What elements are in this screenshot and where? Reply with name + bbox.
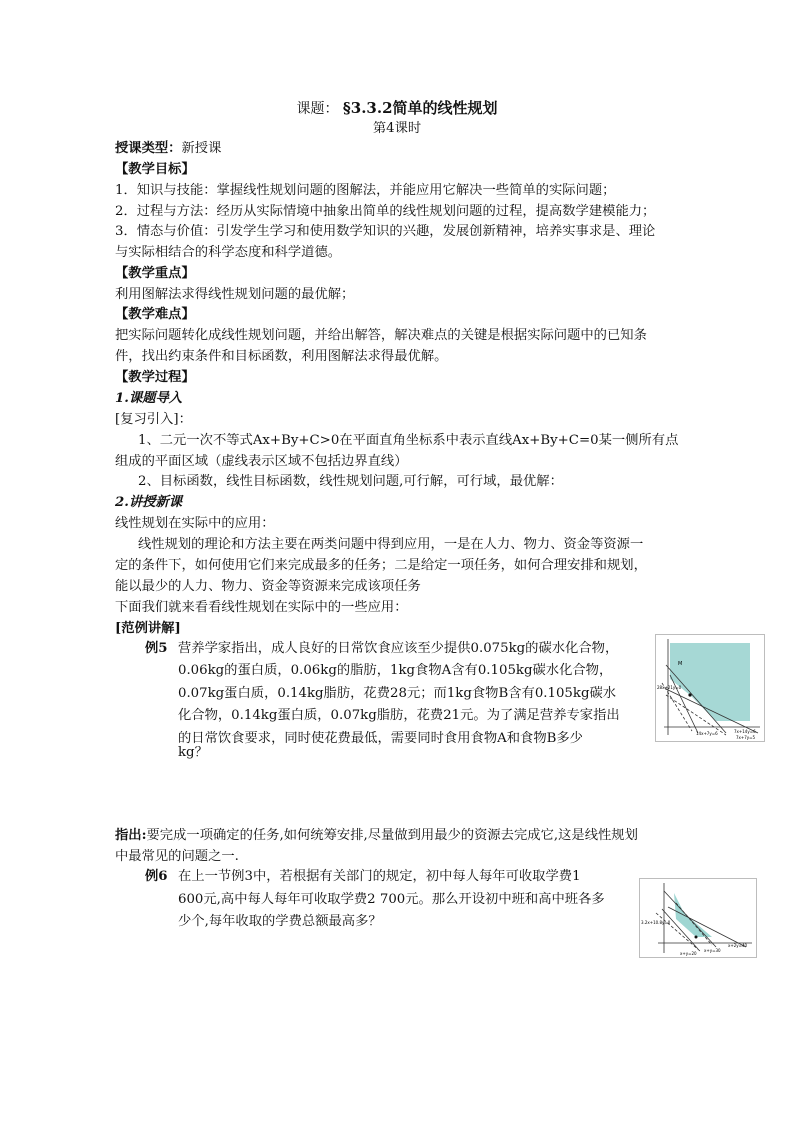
difficulty-line: 件，找出约束条件和目标函数，利用图解法求得最优解。 [115,349,448,364]
feasible-region [674,893,712,937]
note-text: 要完成一项确定的任务,如何统筹安排,尽量做到用最少的资源去完成它,这是线性规划 [146,828,638,843]
goal-item: 3．情态与价值：引发学生学习和使用数学知识的兴趣，发展创新精神，培养实事求是、理论 [115,224,656,239]
lesson-type-value: 新授课 [181,141,222,156]
title-prefix: 课题： [296,101,339,117]
paragraph-line: 线性规划的理论和方法主要在两类问题中得到应用，一是在人力、物力、资金等资源一 [138,537,644,552]
example5-label: 例5 [145,641,168,656]
figure-label: x+y=30 [704,948,721,953]
figure-label: M [678,661,683,667]
lesson-number: 第4课时 [372,121,422,136]
paragraph-line: 下面我们就来看看线性规划在实际中的一些应用： [115,600,408,615]
goal-item: 2．过程与方法：经历从实际情境中抽象出简单的线性规划问题的过程，提高数学建模能力； [115,204,656,219]
example6-line: 少个,每年收取的学费总额最高多？ [178,914,382,929]
review-label: [复习引入]： [115,412,192,427]
figure-label: 7x+7y=5 [736,735,756,740]
example6-label: 例6 [145,869,168,884]
example6-line: 600元,高中每人每年可收取学费2 700元。那么开设初中班和高中班各多 [178,892,605,907]
figure-label: 3.2x+10.8y=0 [641,920,671,925]
optimal-point [695,936,698,939]
section-new-heading: 2.讲授新课 [115,495,183,510]
figure-label: 14x+7y=6 [696,731,718,736]
example6-line: 在上一节例3中，若根据有关部门的规定，初中每人每年可收取学费1 [178,869,581,884]
example5-line: 0.06kg的蛋白质，0.06kg的脂肪，1kg食物A含有0.105kg碳水化合物， [178,663,613,678]
constraint-line [668,907,746,947]
example5-figure [655,634,765,742]
figure-label: x+y=20 [680,951,697,956]
lesson-title [0,98,794,119]
application-label: 线性规划在实际中的应用： [115,516,275,531]
feasible-region-graph-6 [640,879,756,957]
process-heading: 【教学过程】 [115,370,195,385]
figure-label: 28x+21y=0 [657,685,682,690]
example5-line: 0.07kg蛋白质，0.14kg脂肪，花费28元；而1kg食物B含有0.105kg碳水 [178,686,617,701]
section-intro-heading: 1.课题导入 [115,391,183,406]
figure-label: x+2y=40 [728,943,748,948]
difficulty-heading: 【教学难点】 [115,307,195,322]
difficulty-line: 把实际问题转化成线性规划问题，并给出解答，解决难点的关键是根据实际问题中的已知条 [115,328,647,343]
paragraph-line: 定的条件下，如何使用它们来完成最多的任务；二是给定一项任务，如何合理安排和规划， [115,558,647,573]
goal-item: 与实际相结合的科学态度和科学道德。 [115,245,342,260]
feasible-region [670,643,750,721]
note-line-2: 中最常见的问题之一. [115,849,239,864]
example5-line: kg？ [178,745,208,760]
optimal-point [688,693,691,696]
key-points-text: 利用图解法求得线性规划问题的最优解； [115,287,355,302]
feasible-region-graph-5 [656,635,764,741]
key-points-heading: 【教学重点】 [115,266,195,281]
note-label: 指出: [115,828,147,843]
example6-figure [639,878,757,958]
examples-heading: [范例讲解] [115,621,181,636]
goal-item: 1．知识与技能：掌握线性规划问题的图解法，并能应用它解决一些简单的实际问题； [115,183,616,198]
title-main: §3.3.2简单的线性规划 [342,99,498,117]
review-item-1-cont: 组成的平面区域（虚线表示区域不包括边界直线） [115,454,408,469]
lesson-type-label: 授课类型： [115,141,182,156]
example5-line: 化合物，0.14kg蛋白质，0.07kg脂肪，花费21元。为了满足营养专家指出 [178,708,620,723]
goals-heading: 【教学目标】 [115,162,195,177]
note-line [115,826,638,846]
review-item-2: 2、目标函数，线性目标函数，线性规划问题,可行解，可行域，最优解： [138,474,563,489]
lesson-type [115,139,221,159]
review-item-1: 1、二元一次不等式Ax+By+C>0在平面直角坐标系中表示直线Ax+By+C=0某一侧所有点 [138,433,679,448]
figure-label: 7x+14y=6 [734,729,756,734]
paragraph-line: 能以最少的人力、物力、资金等资源来完成该项任务 [115,579,421,594]
example5-line: 的日常饮食要求，同时使花费最低，需要同时食用食物A和食物B多少 [178,731,583,746]
example5-line: 营养学家指出，成人良好的日常饮食应该至少提供0.075kg的碳水化合物， [178,641,619,656]
